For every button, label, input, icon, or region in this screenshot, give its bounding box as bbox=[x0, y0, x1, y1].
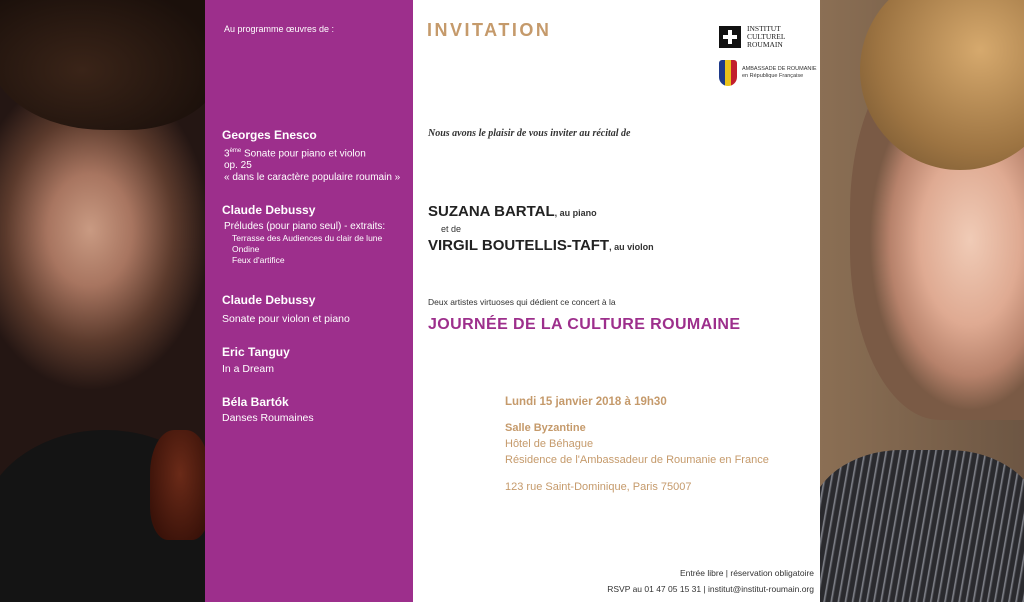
violinist-photo bbox=[0, 0, 205, 602]
embassy-logo bbox=[719, 60, 817, 86]
venue-line: Hôtel de Béhague bbox=[505, 438, 594, 450]
pianist-dress bbox=[820, 450, 1024, 602]
event-name: JOURNÉE DE LA CULTURE ROUMAINE bbox=[428, 316, 741, 333]
rsvp-footer bbox=[607, 565, 814, 597]
program-piece-debussy-sonate bbox=[222, 293, 350, 325]
work-subline: Terrasse des Audiences du clair de lune bbox=[232, 233, 383, 243]
venue-address: 123 rue Saint-Dominique, Paris 75007 bbox=[505, 481, 692, 493]
work-subline: Feux d'artifice bbox=[232, 255, 285, 265]
program-title: Au programme œuvres de : bbox=[224, 24, 335, 34]
composer-name: Eric Tanguy bbox=[222, 345, 290, 359]
dedication-line: Deux artistes virtuoses qui dédient ce concert à la bbox=[428, 297, 616, 307]
venue-name: Salle Byzantine bbox=[505, 422, 586, 434]
composer-name: Claude Debussy bbox=[222, 293, 316, 307]
artist-role: , au violon bbox=[609, 242, 654, 252]
work-line: « dans le caractère populaire roumain » bbox=[224, 172, 401, 184]
artist-violinist bbox=[428, 237, 654, 254]
violinist-hair bbox=[0, 0, 205, 130]
work-line: Danses Roumaines bbox=[222, 412, 314, 424]
artist-name: VIRGIL BOUTELLIS-TAFT bbox=[428, 237, 610, 254]
footer-line: Entrée libre | réservation obligatoire bbox=[679, 568, 814, 578]
embassy-name: AMBASSADE DE ROUMANIE en République Française bbox=[742, 66, 817, 79]
composer-name: Béla Bartók bbox=[222, 395, 289, 409]
violin-icon bbox=[150, 430, 205, 540]
footer-rsvp: RSVP au 01 47 05 15 31 | institut@institut-roumain.org bbox=[607, 584, 814, 594]
institute-logo bbox=[719, 25, 785, 49]
composer-name: Claude Debussy bbox=[222, 203, 316, 217]
work-line: op. 25 bbox=[224, 160, 252, 172]
romania-crest-icon bbox=[719, 60, 737, 86]
invitation-title: INVITATION bbox=[427, 20, 552, 40]
program-piece-bartok bbox=[222, 395, 314, 424]
invitation-body bbox=[413, 0, 820, 602]
program-piece-tanguy bbox=[222, 345, 290, 375]
invite-line: Nous avons le plaisir de vous inviter au récital de bbox=[428, 128, 631, 139]
work-line: Préludes (pour piano seul) - extraits: bbox=[224, 221, 386, 232]
program-panel bbox=[205, 0, 413, 602]
program-piece-debussy-preludes bbox=[222, 203, 385, 266]
institute-cross-icon bbox=[719, 26, 741, 48]
event-date: Lundi 15 janvier 2018 à 19h30 bbox=[505, 396, 667, 408]
artist-join: et de bbox=[441, 224, 462, 234]
program-piece-enesco bbox=[222, 128, 400, 184]
composer-name: Georges Enesco bbox=[222, 128, 317, 142]
venue-block bbox=[505, 420, 769, 495]
work-line: In a Dream bbox=[222, 363, 274, 375]
artist-role: , au piano bbox=[554, 208, 597, 218]
pianist-photo bbox=[820, 0, 1024, 602]
work-line: Sonate pour violon et piano bbox=[222, 313, 350, 325]
institute-name: INSTITUT CULTUREL ROUMAIN bbox=[747, 24, 786, 49]
work-line: 3ème Sonate pour piano et violon bbox=[224, 148, 366, 160]
artist-pianist bbox=[428, 203, 597, 220]
venue-line: Résidence de l'Ambassadeur de Roumanie en France bbox=[505, 454, 769, 466]
artist-name: SUZANA BARTAL bbox=[428, 203, 555, 220]
work-subline: Ondine bbox=[232, 244, 260, 254]
